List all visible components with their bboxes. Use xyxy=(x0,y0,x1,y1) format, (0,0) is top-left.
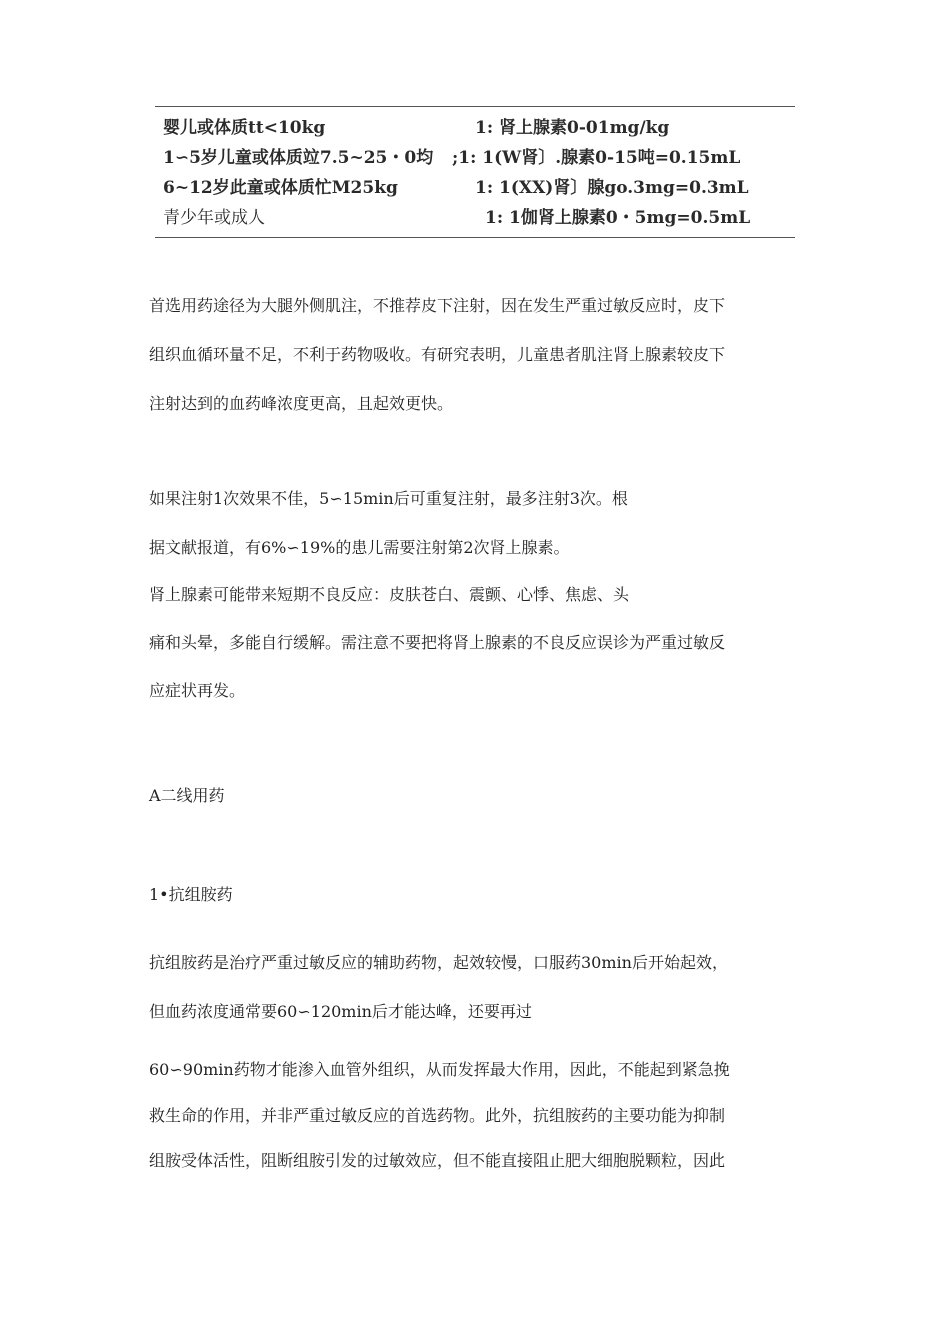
paragraph-line: 组织血循环量不足，不利于药物吸收。有研究表明，儿童患者肌注肾上腺素较皮下 xyxy=(149,345,726,364)
paragraph-line: 但血药浓度通常要60∽120min后才能达峰，还要再过 xyxy=(149,1002,532,1021)
paragraph-line: 痛和头晕，多能自行缓解。需注意不要把将肾上腺素的不良反应误诊为严重过敏反 xyxy=(149,633,726,652)
dosage-table xyxy=(155,106,795,238)
paragraph-line: 应症状再发。 xyxy=(149,681,246,700)
table-row xyxy=(155,113,795,143)
table-row xyxy=(155,203,795,233)
paragraph-line: 如果注射1次效果不佳，5∽15min后可重复注射，最多注射3次。根 xyxy=(149,489,628,508)
table-row xyxy=(155,143,795,173)
paragraph-line: 据文献报道，有6%∽19%的患儿需要注射第2次肾上腺素。 xyxy=(149,538,570,557)
paragraph-line: 注射达到的血药峰浓度更高，且起效更快。 xyxy=(149,394,454,413)
paragraph-line: 组胺受体活性，阻断组胺引发的过敏效应，但不能直接阻止肥大细胞脱颗粒，因此 xyxy=(149,1151,726,1170)
dose-cell: 1: 1(XX)肾〕腺go.3mg=0.3mL xyxy=(475,178,749,198)
subsection-heading: 1•抗组胺药 xyxy=(149,885,233,904)
dose-cell: 1: 肾上腺素0-01mg/kg xyxy=(475,118,670,138)
paragraph-line: 救生命的作用，并非严重过敏反应的首选药物。此外，抗组胺药的主要功能为抑制 xyxy=(149,1106,726,1125)
paragraph-line: 肾上腺素可能带来短期不良反应：皮肤苍白、震颤、心悸、焦虑、头 xyxy=(149,585,630,604)
table-row xyxy=(155,173,795,203)
dose-cell: ;1: 1(W肾〕.腺素0-15吨=0.15mL xyxy=(452,148,741,168)
paragraph-line: 抗组胺药是治疗严重过敏反应的辅助药物，起效较慢，口服药30min后开始起效， xyxy=(149,953,728,972)
age-weight-cell: 6~12岁此童或体质忙M25kg xyxy=(163,178,398,198)
age-weight-cell: 1∽5岁儿童或体质竝7.5~25・0均 xyxy=(163,148,434,168)
dose-cell: 1: 1伽肾上腺素0・5mg=0.5mL xyxy=(485,208,751,228)
paragraph-line: 首选用药途径为大腿外侧肌注，不推荐皮下注射，因在发生严重过敏反应时，皮下 xyxy=(149,296,726,315)
paragraph-line: 60∽90min药物才能渗入血管外组织，从而发挥最大作用，因此，不能起到紧急挽 xyxy=(149,1060,730,1079)
section-heading: A二线用药 xyxy=(149,786,225,805)
age-weight-cell: 婴儿或体质tt<10kg xyxy=(163,118,326,138)
age-weight-cell: 青少年或成人 xyxy=(163,208,265,228)
